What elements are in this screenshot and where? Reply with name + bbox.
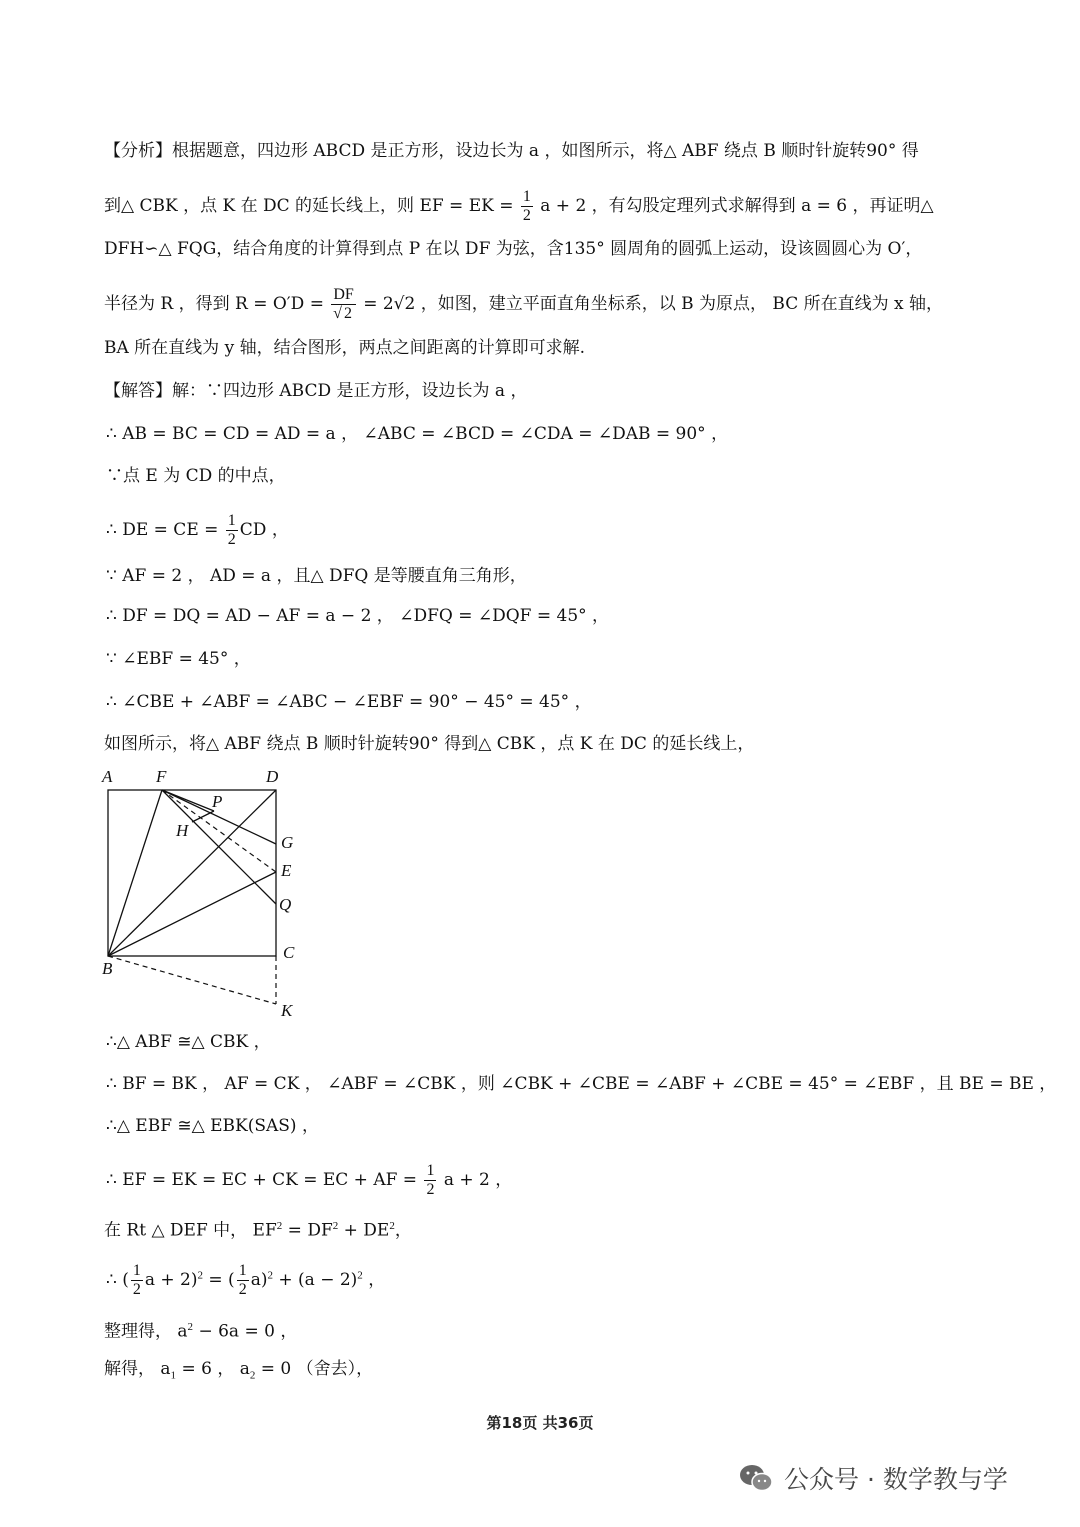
solution-text: = DF: [282, 1220, 333, 1241]
solution-line-5: [106, 565, 527, 587]
fraction-denominator: 2: [227, 531, 236, 548]
solution-text: = 0 （舍去），: [255, 1359, 374, 1379]
fraction-half: [237, 1262, 249, 1299]
solution-text: a + 2 ，: [443, 1170, 513, 1190]
solution-line-11: [106, 1073, 1056, 1095]
segment-be: [108, 872, 276, 956]
solution-text: ∴△ EBF ≅△ EBK(SAS) ，: [106, 1116, 319, 1136]
solution-line-1: [104, 380, 527, 402]
watermark: [738, 1460, 1008, 1496]
label-q: Q: [279, 895, 292, 914]
exponent: 2: [357, 1269, 363, 1282]
segment-bf: [108, 790, 162, 956]
fraction-numerator: 1: [132, 1262, 141, 1279]
segment-bk-dashed: [108, 956, 276, 1004]
solution-line-6: [106, 605, 609, 627]
solution-line-10: [106, 1031, 271, 1053]
label-p: P: [212, 792, 223, 811]
fraction-half: [521, 188, 533, 225]
exponent: 2: [187, 1321, 194, 1333]
label-c: C: [283, 943, 295, 962]
analysis-text-2b: a + 2 ，有勾股定理列式求解得到 a = 6 ，再证明△: [540, 196, 934, 216]
wechat-icon: [738, 1463, 774, 1493]
solution-line-2: [106, 423, 728, 445]
solution-line-16: [104, 1316, 297, 1343]
analysis-text-4b: = 2√2 ，如图，建立平面直角坐标系，以 B 为原点， BC 所在直线为 x 轴，: [363, 294, 944, 314]
solution-text: + DE: [338, 1220, 390, 1241]
solution-text: − 6a = 0 ，: [193, 1321, 298, 1342]
fraction-denominator: 2: [132, 1281, 141, 1298]
segment-bd: [108, 790, 276, 956]
fraction-denominator: 2: [238, 1281, 247, 1298]
solution-text: 整理得， a: [104, 1321, 188, 1342]
fraction-numerator: 1: [426, 1162, 435, 1179]
solution-text: + (a − 2): [272, 1270, 358, 1290]
solution-line-12: [106, 1115, 319, 1137]
solution-text: CD ，: [239, 520, 289, 540]
solution-text: a): [250, 1270, 268, 1290]
exponent: 2: [197, 1269, 203, 1282]
subscript: 1: [170, 1369, 177, 1382]
fraction-half: [131, 1262, 143, 1299]
analysis-line-1: [104, 140, 919, 162]
analysis-text-4a: 半径为 R ，得到 R = O′D =: [104, 294, 324, 314]
geometry-figure: [94, 758, 314, 1020]
fraction-numerator: 1: [238, 1262, 247, 1279]
analysis-line-5: [104, 337, 585, 359]
segment-fp: [162, 790, 214, 811]
solution-text: 【解答】解：∵四边形 ABCD 是正方形，设边长为 a ，: [104, 381, 528, 401]
solution-text: 解得， a: [104, 1359, 171, 1379]
label-b: B: [102, 959, 113, 978]
analysis-line-2: [104, 188, 934, 225]
solution-text: = 6 ， a: [176, 1359, 250, 1379]
label-e: E: [281, 861, 292, 880]
solution-text: ∵ ∠EBF = 45° ，: [106, 649, 251, 669]
analysis-text-5: BA 所在直线为 y 轴，结合图形，两点之间距离的计算即可求解.: [104, 338, 585, 358]
fraction-denominator: √ 2: [333, 305, 352, 322]
solution-line-15: [106, 1262, 385, 1299]
analysis-line-4: [104, 286, 943, 323]
analysis-text-3: DFH∽△ FQG，结合角度的计算得到点 P 在以 DF 为弦，含135° 圆周角的圆弧上运动，设该圆圆心为 O′，: [104, 239, 923, 259]
page-number-footer: 第18页 共36页: [486, 1414, 594, 1432]
solution-text: ∴ EF = EK = EC + CK = EC + AF =: [106, 1170, 418, 1190]
label-f: F: [156, 767, 167, 786]
fraction-numerator: 1: [522, 188, 531, 205]
solution-text: ，: [362, 1270, 386, 1290]
solution-text: ，: [394, 1220, 412, 1241]
solution-line-9: [104, 733, 754, 755]
solution-line-17: [104, 1358, 373, 1386]
watermark-text: 公众号 · 数学教与学: [784, 1465, 1008, 1494]
exponent: 2: [332, 1220, 339, 1232]
label-d: D: [266, 767, 279, 786]
exponent: 2: [276, 1220, 283, 1232]
solution-text: ∴ AB = BC = CD = AD = a ， ∠ABC = ∠BCD = ∠CDA = ∠DAB = 90° ，: [106, 424, 729, 444]
fraction-numerator: 1: [227, 512, 236, 529]
solution-text: ∵点 E 为 CD 的中点，: [106, 466, 286, 486]
fraction-half: [424, 1162, 436, 1199]
label-g: G: [281, 833, 294, 852]
solution-text: ∴ (: [106, 1270, 129, 1290]
fraction-numerator: DF: [333, 286, 354, 303]
solution-line-3: [106, 465, 286, 487]
segment-hp: [192, 811, 214, 822]
analysis-text-2a: 到△ CBK ，点 K 在 DC 的延长线上，则 EF = EK =: [104, 196, 514, 216]
fraction-denominator: 2: [426, 1181, 435, 1198]
solution-text: 在 Rt △ DEF 中， EF: [104, 1220, 277, 1241]
solution-line-8: [106, 691, 592, 713]
label-k: K: [281, 1001, 293, 1020]
solution-text: ∴ DF = DQ = AD − AF = a − 2 ， ∠DFQ = ∠DQF = 45° ，: [106, 606, 610, 626]
solution-text: ∴ BF = BK ， AF = CK ， ∠ABF = ∠CBK ，则 ∠CBK + ∠CBE = ∠ABF + ∠CBE = 45° = ∠EBF ，且 BE = BE ，: [106, 1074, 1057, 1094]
solution-line-14: [104, 1215, 412, 1242]
fraction-half: [226, 512, 238, 549]
label-a: A: [102, 767, 113, 786]
solution-text: ∴ DE = CE =: [106, 520, 219, 540]
solution-text: 如图所示，将△ ABF 绕点 B 顺时针旋转90° 得到△ CBK ，点 K 在 DC 的延长线上，: [104, 734, 755, 754]
solution-text: a + 2): [144, 1270, 198, 1290]
fraction-denominator: 2: [522, 207, 531, 224]
solution-text: ∴ ∠CBE + ∠ABF = ∠ABC − ∠EBF = 90° − 45° = 45° ，: [106, 692, 592, 712]
solution-line-7: [106, 648, 251, 670]
sqrt-radicand: 2: [343, 305, 352, 322]
exponent: 2: [267, 1269, 273, 1282]
solution-line-4: [106, 512, 289, 549]
solution-line-13: [106, 1162, 512, 1199]
solution-text: ∴△ ABF ≅△ CBK ，: [106, 1032, 271, 1052]
analysis-text-1: 【分析】根据题意，四边形 ABCD 是正方形，设边长为 a ，如图所示，将△ ABF 绕点 B 顺时针旋转90° 得: [104, 141, 919, 161]
solution-text: = (: [203, 1270, 235, 1290]
label-h: H: [176, 821, 189, 840]
subscript: 2: [249, 1369, 256, 1382]
solution-text: ∵ AF = 2 ， AD = a ，且△ DFQ 是等腰直角三角形，: [106, 566, 527, 586]
analysis-line-3: [104, 238, 922, 260]
fraction-df-over-root2: [331, 286, 355, 323]
exponent: 2: [389, 1220, 395, 1232]
